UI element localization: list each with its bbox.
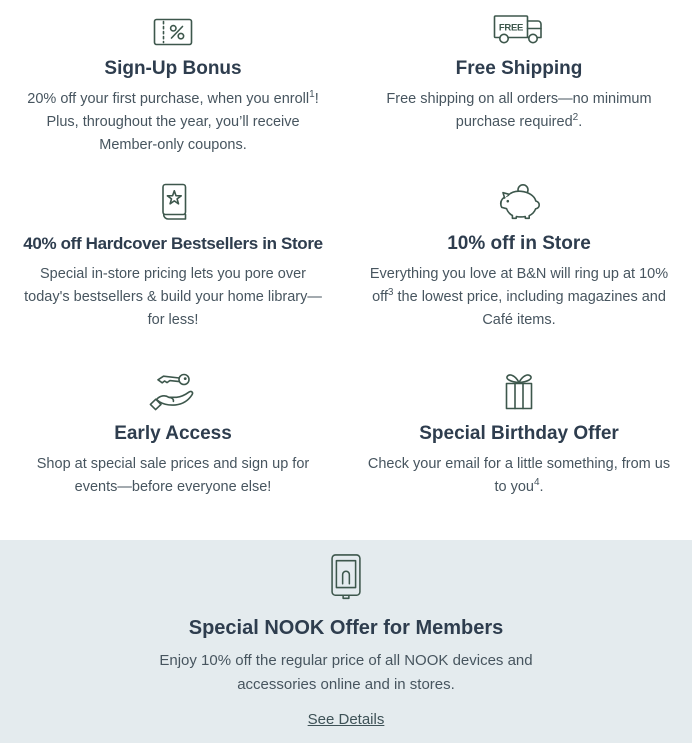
benefit-description: Free shipping on all orders—no minimum purchase required$^2$. — [386, 91, 652, 131]
free-shipping-truck-icon — [354, 12, 684, 46]
benefit-card-sign-up-bonus — [0, 0, 346, 158]
benefit-title: Free Shipping — [455, 58, 583, 79]
book-star-icon — [8, 183, 338, 221]
nook-offer-section — [0, 540, 692, 743]
footnote-marker: 1 — [309, 89, 315, 101]
benefit-title: 10% off in Store — [447, 232, 591, 254]
benefit-title: 40% off Hardcover Bestsellers in Store — [23, 233, 323, 253]
benefit-card-birthday-offer — [346, 332, 692, 499]
benefit-description: Check your email for a little something, from us to you$^4$. — [367, 456, 671, 496]
benefit-title: Early Access — [114, 423, 232, 445]
benefit-title: Special Birthday Offer — [419, 423, 619, 445]
benefit-card-free-shipping — [346, 0, 692, 158]
benefit-description: Shop at special sale prices and sign up for events—before everyone else! — [36, 456, 310, 496]
benefit-card-10-off-in-store — [346, 158, 692, 333]
footnote-marker: 2 — [572, 112, 579, 124]
key-in-hand-icon — [8, 369, 338, 411]
coupon-percent-icon — [8, 12, 338, 46]
nook-offer-title: Special NOOK Offer for Members — [188, 616, 504, 639]
piggy-bank-icon — [354, 183, 684, 221]
benefit-description: 20% off your first purchase, when you enroll$^1$! Plus, throughout the year, you’ll receive Member-only coupons. — [27, 89, 319, 154]
benefit-title: Sign-Up Bonus — [104, 58, 242, 79]
nook-device-icon — [0, 553, 692, 601]
benefit-card-hardcover-bestsellers — [0, 158, 346, 333]
benefit-card-early-access — [0, 332, 346, 499]
footnote-marker: 3 — [387, 286, 394, 298]
gift-box-icon — [354, 369, 684, 411]
benefit-description: Special in-store pricing lets you pore over today's bestsellers & build your home library—for less! — [24, 265, 322, 328]
svg-text:FREE: FREE — [498, 22, 524, 34]
see-details-link[interactable]: See Details — [307, 710, 385, 728]
footnote-marker: 4 — [533, 477, 540, 489]
benefit-description: Everything you love at B&N will ring up at 10% off$^3$ the lowest price, including magazines and Café items. — [369, 265, 669, 328]
nook-offer-description: Enjoy 10% off the regular price of all NOOK devices and accessories online and in stores. — [159, 651, 533, 693]
